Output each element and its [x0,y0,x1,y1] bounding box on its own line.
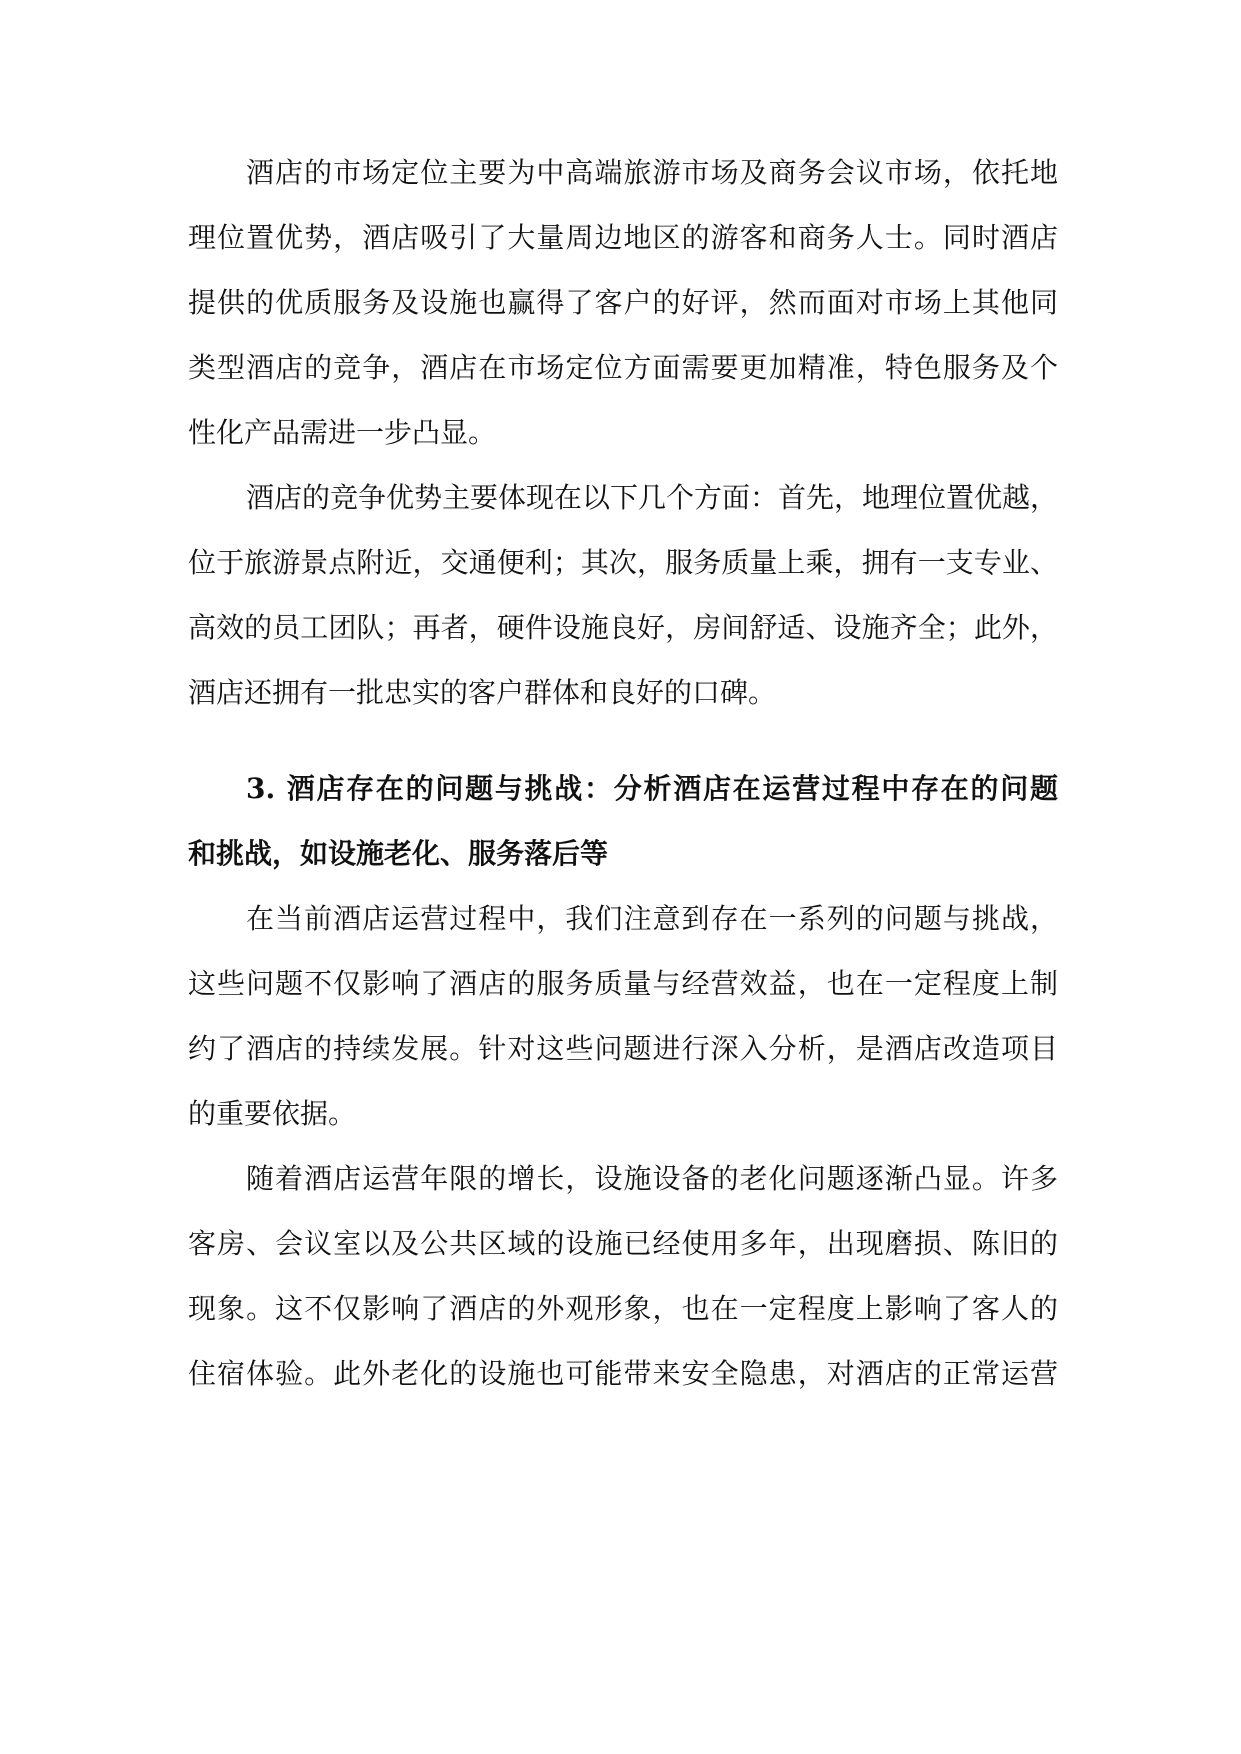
paragraph-line: 这些问题不仅影响了酒店的服务质量与经营效益，也在一定程度上制 [188,967,1058,1000]
paragraph-line: 性化产品需进一步凸显。 [188,416,497,449]
paragraph-line: 酒店的市场定位主要为中高端旅游市场及商务会议市场，依托地 [246,156,1058,189]
paragraph-facility-aging [188,1146,1058,1406]
heading-line: 和挑战，如设施老化、服务落后等 [188,837,609,870]
paragraph-line: 约了酒店的持续发展。针对这些问题进行深入分析，是酒店改造项目 [188,1032,1058,1065]
paragraph-line: 现象。这不仅影响了酒店的外观形象，也在一定程度上影响了客人的 [188,1292,1058,1325]
paragraph-line: 酒店还拥有一批忠实的客户群体和良好的口碑。 [188,676,777,709]
paragraph-market-positioning [188,140,1058,465]
paragraph-line: 类型酒店的竞争，酒店在市场定位方面需要更加精准，特色服务及个 [188,351,1058,384]
document-body [188,140,1058,1406]
paragraph-line: 住宿体验。此外老化的设施也可能带来安全隐患，对酒店的正常运营 [188,1357,1058,1390]
paragraph-line: 位于旅游景点附近，交通便利；其次，服务质量上乘，拥有一支专业、 [188,546,1058,579]
paragraph-line: 随着酒店运营年限的增长，设施设备的老化问题逐渐凸显。许多 [246,1162,1058,1195]
section-heading-problems-challenges [188,756,1058,886]
paragraph-line: 的重要依据。 [188,1097,357,1130]
paragraph-line: 高效的员工团队；再者，硬件设施良好，房间舒适、设施齐全；此外， [188,611,1058,644]
paragraph-line: 酒店的竞争优势主要体现在以下几个方面：首先，地理位置优越， [246,481,1058,514]
paragraph-operation-issues [188,886,1058,1146]
paragraph-line: 理位置优势，酒店吸引了大量周边地区的游客和商务人士。同时酒店 [188,221,1058,254]
paragraph-line: 提供的优质服务及设施也赢得了客户的好评，然而面对市场上其他同 [188,286,1058,319]
heading-line: 3. 酒店存在的问题与挑战：分析酒店在运营过程中存在的问题 [246,772,1058,805]
section-spacer [188,725,1058,756]
paragraph-competitive-advantages [188,465,1058,725]
paragraph-line: 客房、会议室以及公共区域的设施已经使用多年，出现磨损、陈旧的 [188,1227,1058,1260]
paragraph-line: 在当前酒店运营过程中，我们注意到存在一系列的问题与挑战， [246,902,1058,935]
